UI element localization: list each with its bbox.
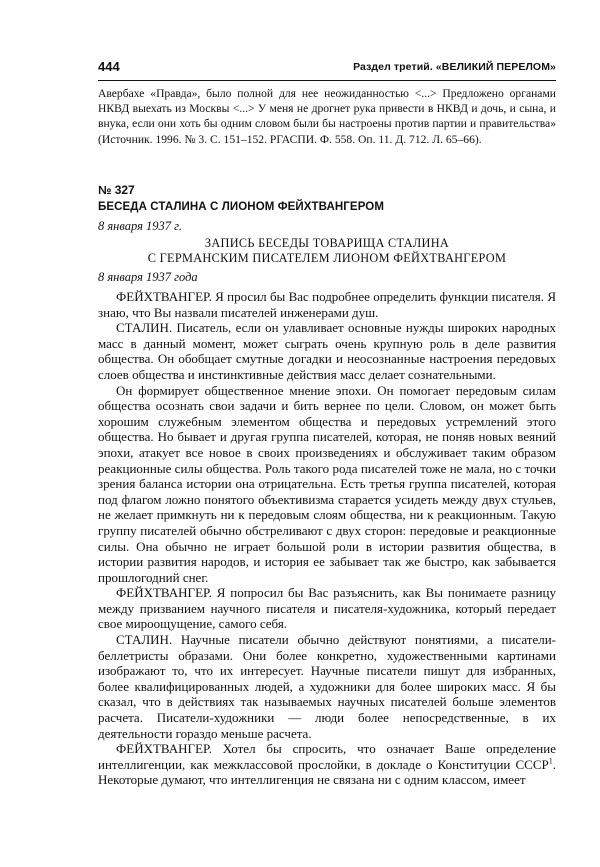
paragraph: ФЕЙХТВАНГЕР. Я попросил бы Вас разъяснить, как Вы понимаете разницу между призванием научного писателя и писателя-художника, который передает свое мироощущение, самого себя. [98,585,556,632]
paragraph-text: ФЕЙХТВАНГЕР. Хотел бы спросить, что означает Ваше определение интеллигенции, как межклассовой прослойки, в докладе о Конституции СССР [98,741,556,772]
running-head-title: Раздел третий. «ВЕЛИКИЙ ПЕРЕЛОМ» [353,61,556,73]
paragraph: Он формирует общественное мнение эпохи. Он помогает передовым силам общества осознать свои задачи и бить вернее по цели. Словом, он может быть хорошим служебным элементом общества и передовых устремлений этого общества. Но бывает и другая группа писателей, которая, не поняв новых веяний эпохи, атакует все новое в своих произведениях и обслуживает таким образом реакционные силы общества. Роль такого рода писателей тоже не мала, но с точки зрения баланса истории она отрицательна. Есть третья группа писателей, которая под флагом ложно понятого объективизма старается усидеть между двух стульев, не желает примкнуть ни к передовым слоям общества, ни к реакционным. Такую группу писателей обычно обстреливают с двух сторон: передовые и реакционные силы. Она обычно не играет большой роли в истории развития общества, в истории развития народов, и история ее забывает так же быстро, как забывается прошлогодний снег. [98,382,556,585]
paragraph: СТАЛИН. Научные писатели обычно действуют понятиями, а писатели-беллетристы образами. Они более конкретно, художественными картинами изображают то, что их интересует. Научные писатели пишут для избранных, более квалифицированных людей, а художники для более широких масс. Я бы сказал, что в действиях так называемых научных писателей больше элементов расчета. Писатели-художники — люди более непосредственные, в их деятельности гораздо меньше расчета. [98,632,556,741]
footnote-marker: 1 [548,756,553,766]
previous-document-ending: Авербахе «Правда», было полной для нее неожиданностью <...> Предложено органами НКВД выехать из Москвы <...> У меня не дрогнет рука привести в НКВД и дочь, и сына, и внука, если они хоть бы одним словом были бы настроены против партии и правительства» (Источник. 1996. № 3. С. 151–152. РГАСПИ. Ф. 558. Оп. 11. Д. 712. Л. 65–66). [98,87,556,146]
page-number: 444 [98,59,120,74]
record-date: 8 января 1937 года [98,270,198,284]
paragraph: ФЕЙХТВАНГЕР. Я просил бы Вас подробнее определить функции писателя. Я знаю, что Вы назвали писателей инженерами душ. [98,289,556,320]
conversation-body [98,289,556,788]
record-title-line-2: С ГЕРМАНСКИМ ПИСАТЕЛЕМ ЛИОНОМ ФЕЙХТВАНГЕРОМ [147,251,507,265]
paragraph: ФЕЙХТВАНГЕР. Хотел бы спросить, что означает Ваше определение интеллигенции, как межклассовой прослойки, в докладе о Конституции СССР$^1$. Некоторые думают, что интеллигенция не связана ни с одним классом, имеет [98,741,556,788]
paragraph-continuation: Некоторые думают, что интеллигенция не связана ни с одним классом, имеет [98,772,526,788]
record-title [98,236,556,266]
document-number: № 327 [98,183,135,197]
running-header [98,58,556,81]
record-title-line-1: ЗАПИСЬ БЕСЕДЫ ТОВАРИЩА СТАЛИНА [204,236,450,250]
document-date: 8 января 1937 г. [98,219,182,233]
paragraph: СТАЛИН. Писатель, если он улавливает основные нужды широких народных масс в данный момент, может сыграть очень крупную роль в деле развития общества. Он обобщает смутные догадки и неосознанные настроения передовых слоев общества и инстинктивные действия масс делает сознательными. [98,320,556,382]
document-title: БЕСЕДА СТАЛИНА С ЛИОНОМ ФЕЙХТВАНГЕРОМ [98,201,385,213]
